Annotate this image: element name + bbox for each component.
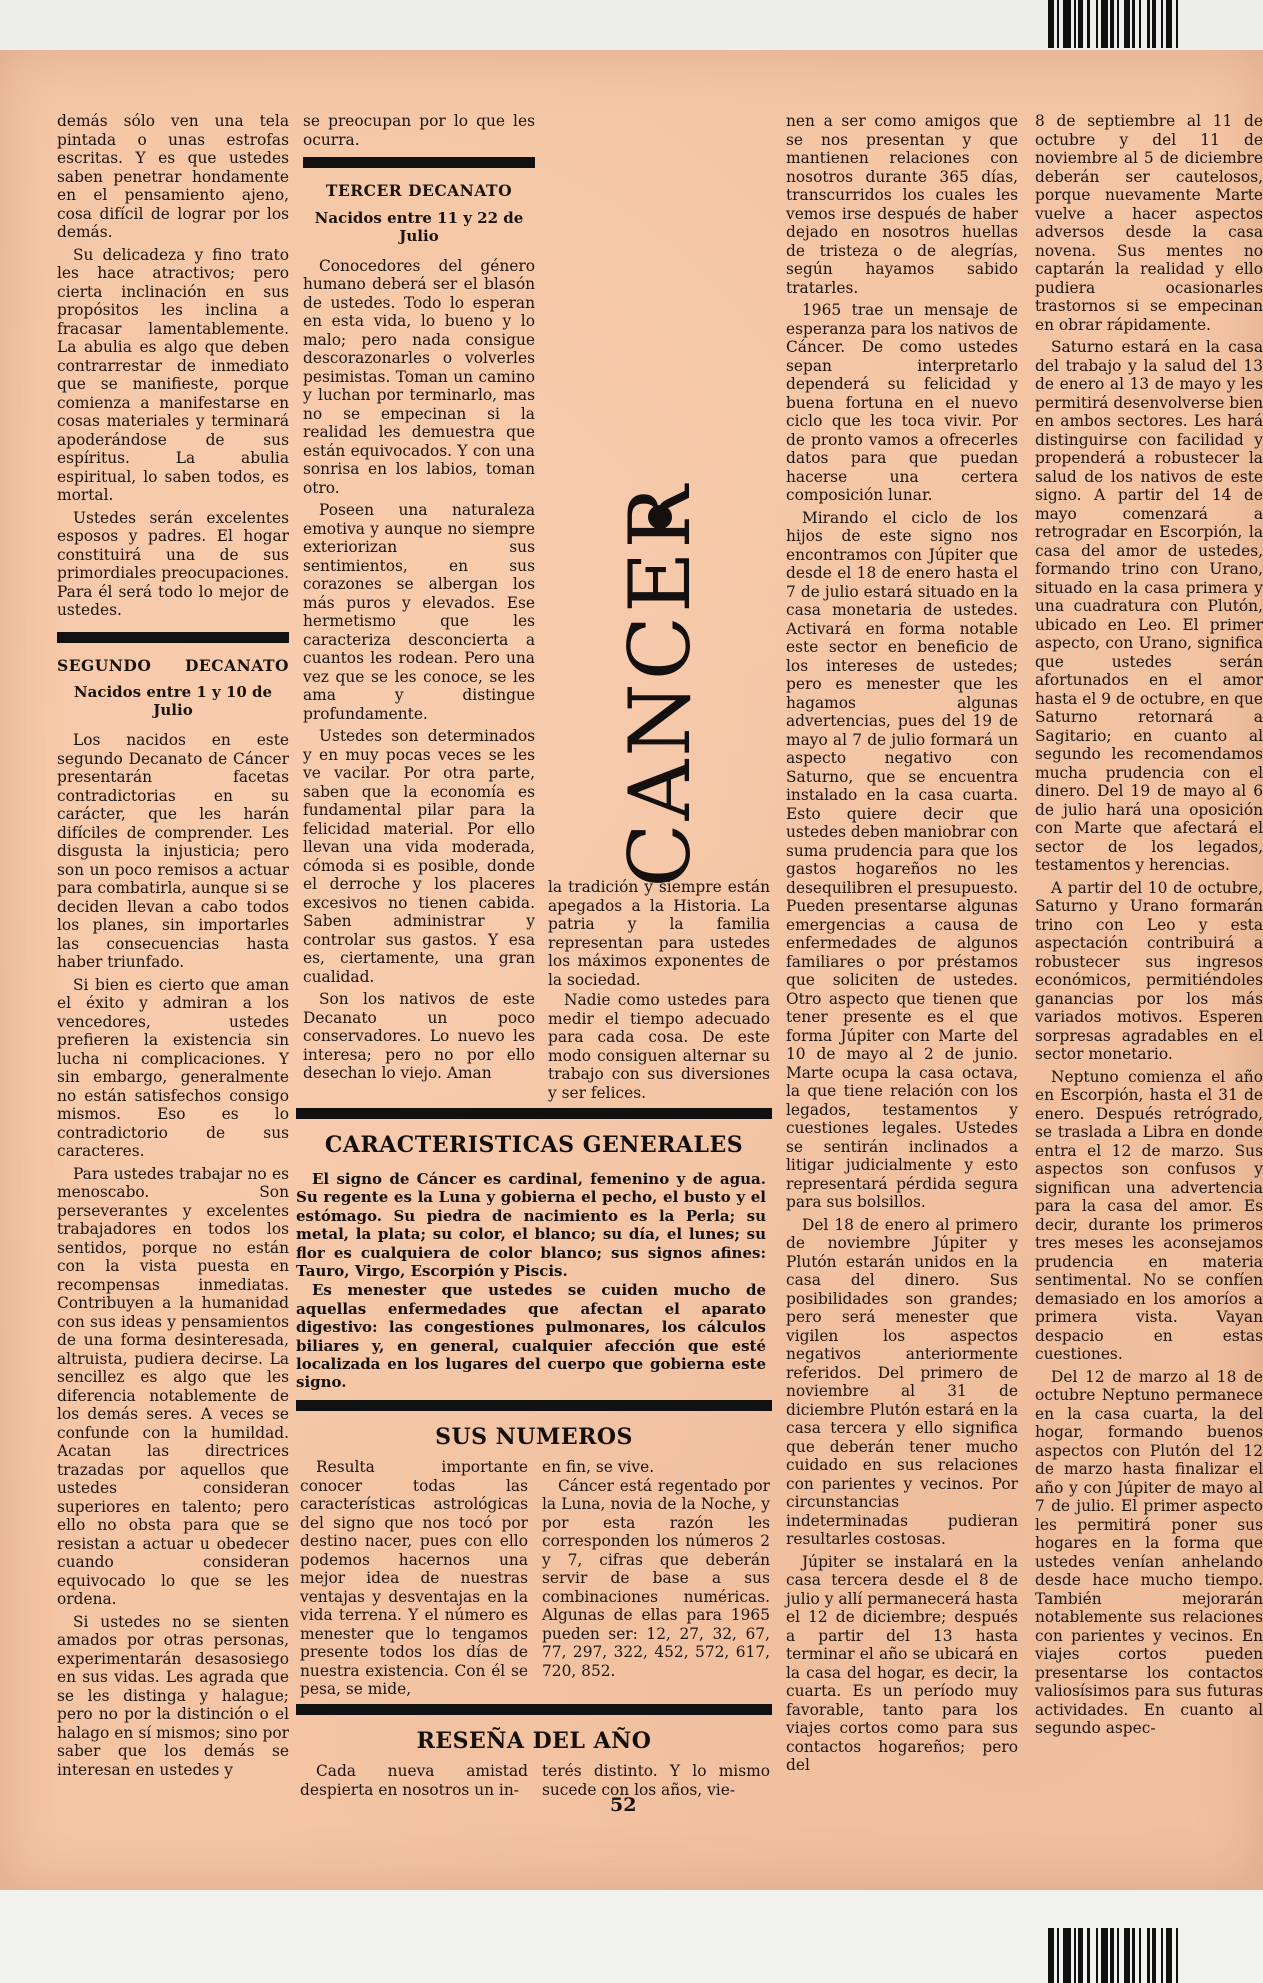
section-rule	[303, 157, 535, 168]
paragraph: El signo de Cáncer es cardinal, femenino y de agua. Su regente es la Luna y gobierna el pecho, el busto y el estómago. Su piedra de nacimiento es la Perla; su metal, la plata; su color, el blanco; su día, el lunes; su flor es cualquiera de color blanco; sus signos afines: Tauro, Virgo, Escorpión y Piscis.	[296, 1170, 766, 1281]
section-rule	[296, 1400, 772, 1411]
paragraph: Mirando el ciclo de los hijos de este signo nos encontramos con Júpiter que desde el 18 de enero hasta el 7 de julio estará situado en la casa monetaria de ustedes. Activará en forma notable este sector en beneficio de los intereses de ustedes; pero es menester que les hagamos algunas advertencias, pues del 19 de mayo al 7 de julio formará un aspecto negativo con Saturno, que se encuentra instalado en la casa cuarta. Esto quiere decir que ustedes deben maniobrar con suma prudencia para que los gastos hogareños no les desequilibren el presupuesto. Pueden presentarse algunas emergencias a causa de enfermedades de algunos familiares o por préstamos que soliciten de ustedes. Otro aspecto que tienen que tener presente es el que forma Júpiter con Marte del 10 de mayo al 2 de junio. Marte ocupa la casa octava, la que tiene relación con los legados, testamentos y cuestiones legales. Ustedes se sentirán inclinados a litigar judicialmente y esto representará pérdida segura para sus bolsillos.	[786, 508, 1018, 1211]
barcode-stripe	[1063, 1928, 1071, 1983]
barcode-stripe	[1063, 0, 1071, 48]
section-heading-caracteristicas: CARACTERISTICAS GENERALES	[324, 1132, 744, 1158]
paragraph: Conocedores del género humano deberá ser el blasón de ustedes. Todo lo esperan en esta vida, lo bueno y lo malo; pero nada consigue descorazonarles o volverles pesimistas. Toman un camino y luchan por terminarlo, mas no se empecinan si la realidad les demuestra que están equivocados. Y con una sonrisa en los labios, toman otro.	[303, 256, 535, 497]
paragraph: Es menester que ustedes se cuiden mucho de aquellas enfermedades que afectan el aparato digestivo: las congestiones pulmonares, los cálculos biliares y, en general, cualquier afección que esté localizada en los lugares del cuerpo que gobierna este signo.	[296, 1281, 766, 1392]
paragraph: Neptuno comienza el año en Escorpión, hasta el 31 de enero. Después retrógrado, se traslada a Libra en donde entra el 12 de marzo. Sus aspectos son confusos y significan una advertencia para la casa del amor. Es decir, durante los primeros tres meses les aconsejamos prudencia en materia sentimental. No se confíen demasiado en los amoríos a primera vista. Vayan despacio en estas cuestiones.	[1035, 1067, 1263, 1363]
sign-title-text: CANCER	[611, 482, 709, 888]
paragraph: demás sólo ven una tela pintada o unas estrofas escritas. Y es que ustedes saben penetrar hondamente en el pensamiento ajeno, cosa difícil de lograr por los demás.	[57, 112, 289, 241]
paragraph: A partir del 10 de octubre, Saturno y Urano formarán trino con Leo y esta aspectación contribuirá a robustecer sus ingresos económicos, permitiéndoles ganancias por los más variados motivos. Esperen sorpresas agradables en el sector monetario.	[1035, 878, 1263, 1063]
heading-word: SEGUNDO	[57, 655, 152, 675]
paragraph: Del 18 de enero al primero de noviembre Júpiter y Plutón estarán unidos en la casa del dinero. Sus posibilidades son grandes; pero será menester que vigilen los aspectos negativos anteriormente referidos. Del primero de noviembre al 31 de diciembre Plutón estará en la casa tercera y ello significa que deberán tener mucho cuidado en sus relaciones con parientes y vecinos. Por circunstancias indeterminadas pudieran resultarles costosas.	[786, 1215, 1018, 1548]
paragraph: Cáncer está regentado por la Luna, novia de la Noche, y por esta razón les corresponden los números 2 y 7, cifras que deberán servir de base a sus combinaciones numéricas. Algunas de ellas para 1965 pueden ser: 12, 27, 32, 67, 77, 297, 322, 452, 572, 617, 720, 852.	[542, 1476, 770, 1680]
paragraph: Los nacidos en este segundo Decanato de Cáncer presentarán facetas contradictorias en su carácter, que les harán difíciles de comprender. Les disgusta la injusticia; pero son un poco remisos a actuar para combatirla, aunque si se deciden llevan a cabo todos los planes, sin importarles las consecuencias hasta haber triunfado.	[57, 731, 289, 971]
paragraph: Son los nativos de este Decanato un poco conservadores. Lo nuevo les interesa; pero no por ello desechan lo viejo. Aman	[303, 990, 535, 1082]
numeros-right	[542, 1458, 770, 1680]
paragraph: Ustedes serán excelentes esposos y padres. El hogar constituirá una de sus primordiales preocupaciones. Para él será todo lo mejor de ustedes.	[57, 508, 289, 619]
paragraph: Ustedes son determinados y en muy pocas veces se les ve vacilar. Por otra parte, saben que la economía es fundamental pilar para la felicidad material. Por ello llevan una vida moderada, cómoda si es posible, donde el derroche y los placeres excesivos no tienen cabida. Saben administrar y controlar sus gastos. Y esa es, ciertamente, una gran cualidad.	[303, 727, 535, 986]
column-2	[303, 112, 535, 1087]
paragraph: la tradición y siempre están apegados a la Historia. La patria y la familia representan para ustedes los máximos exponentes de la sociedad.	[548, 878, 770, 989]
paragraph: en fin, se vive.	[542, 1458, 655, 1476]
paragraph: Si bien es cierto que aman el éxito y admiran a los vencedores, ustedes prefieren la existencia sin lucha ni complicaciones. Y sin embargo, generalmente no están satisfechos consigo mismos. Eso es lo contradictorio de sus caracteres.	[57, 975, 289, 1160]
paragraph: se preocupan por lo que les ocurra.	[303, 112, 535, 149]
section-rule	[57, 632, 289, 643]
section-heading-segundo-decanato	[57, 657, 289, 676]
paragraph: Júpiter se instalará en la casa tercera desde el 8 de julio y allí permanecerá hasta el 12 de diciembre; después a partir del 13 hasta terminar el año se ubicará en la casa del hogar, es decir, la cuarta. Es un período muy favorable, tanto para los viajes cortos como para sus contactos hogareños; pero del	[786, 1552, 1018, 1774]
section-rule	[296, 1108, 772, 1119]
section-heading-tercer-decanato: TERCER DECANATO	[325, 181, 513, 200]
paragraph: Del 12 de marzo al 18 de octubre Neptuno permanece en la casa cuarta, la del hogar, formando buenos aspectos con Plutón del 12 de marzo hasta finalizar el año y con Júpiter de mayo al 7 de julio. El primer aspecto les permitirá poner sus hogares en la forma que ustedes venían anhelando desde hace mucho tiempo. También mejorarán notablemente sus relaciones con parientes y vecinos. En viajes cortos pueden presentarse los contactos valiosísimos para sus futuras actividades. En cuanto al segundo aspec-	[1035, 1367, 1263, 1737]
paragraph: Saturno estará en la casa del trabajo y la salud del 13 de enero al 13 de mayo y les permitirá desenvolverse bien en ambos sectores. Les hará distinguirse con facilidad y propenderá a robustecer la salud de los nativos de este signo. A partir del 14 de mayo comenzará a retrogradar en Escorpión, la casa del amor de ustedes, formando trino con Urano, situado en la casa primera y una cuadratura con Plutón, ubicado en Leo. El primer aspecto, con Urano, significa que ustedes serán afortunados en el amor hasta el 9 de octubre, en que Saturno retornará a Sagitario; en cuanto al segundo les recomendamos mucha prudencia con el dinero. Del 19 de mayo al 6 de julio hará una oposición con Marte que afectará el sector de los legados, testamentos y herencias.	[1035, 338, 1263, 874]
paragraph: Cada nueva amistad despierta en nosotros un in-	[300, 1762, 528, 1799]
paragraph: Nadie como ustedes para medir el tiempo adecuado para cada cosa. De este modo consiguen alternar su trabajo con sus diversiones y ser felices.	[548, 991, 770, 1102]
subheading: Nacidos entre 11 y 22 de Julio	[314, 208, 524, 245]
barcode-stripe	[1101, 1928, 1108, 1983]
barcode-stripe	[1178, 1928, 1181, 1983]
column-3	[548, 878, 770, 1104]
column-4	[786, 112, 1018, 1779]
paragraph: 8 de septiembre al 11 de octubre y del 11 de noviembre al 5 de diciembre deberán ser cautelosos, porque nuevamente Marte vuelve a hacer aspectos adversos desde la casa novena. Sus mentes no captarán la realidad y ello pudiera ocasionarles trastornos si se empecinan en obrar rápidamente.	[1035, 112, 1263, 334]
resena-right	[542, 1762, 770, 1799]
paragraph: Poseen una naturaleza emotiva y aunque no siempre exteriorizan sus sentimientos, en sus corazones se albergan los más puros y elevados. Ese hermetismo que les caracteriza desconcierta a cuantos les rodean. Pero una vez que se les conoce, se les ama y distingue profundamente.	[303, 501, 535, 723]
page-number: 52	[610, 1794, 637, 1816]
paragraph: nen a ser como amigos que se nos presentan y que mantienen relaciones con nosotros durante 365 días, transcurridos los cuales les vemos irse después de haber dejado en nosotros huellas de tristeza o de alegrías, según hayamos sabido tratarles.	[786, 112, 1018, 297]
resena-left	[300, 1762, 528, 1799]
paragraph: 1965 trae un mensaje de esperanza para los nativos de Cáncer. De como ustedes sepan interpretarlo dependerá su felicidad y buena fortuna en el nuevo ciclo que les toca vivir. Por de pronto vamos a ofrecerles datos para que puedan hacerse una certera composición lunar.	[786, 301, 1018, 504]
column-1	[57, 112, 289, 1783]
subheading: Nacidos entre 1 y 10 de Julio	[73, 683, 273, 719]
color-bar-bottom	[1048, 1928, 1263, 1983]
sign-title	[600, 482, 720, 888]
section-heading-numeros: SUS NUMEROS	[435, 1424, 633, 1450]
color-bar-top	[1048, 0, 1263, 48]
paragraph: Si ustedes no se sienten amados por otras personas, experimentarán desasosiego en sus vidas. Les agrada que se les distinga y halague; pero no por la distinción o el halago en sí mismos; sino por saber que los demás se interesan en ustedes y	[57, 1612, 289, 1779]
heading-word: DECANATO	[184, 655, 289, 675]
paragraph: Para ustedes trabajar no es menoscabo. Son perseverantes y excelentes trabajadores en todos los sentidos, porque no están con la vista puesta en recompensas inmediatas. Contribuyen a la humanidad con sus ideas y pensamientos de una forma desinteresada, altruista, pudiera decirse. La sencillez es algo que les diferencia notablemente de los demás seres. A veces se confunde con la humildad. Acatan las directrices trazadas por aquellos que ustedes consideran superiores en talento; pero ello no obsta para que se resistan a actuar u obedecer cuando consideran equivocado lo que se les ordena.	[57, 1164, 289, 1608]
paragraph: Su delicadeza y fino trato les hace atractivos; pero cierta inclinación en sus propósitos les inclina a fracasar lamentablemente. La abulia es algo que deben contrarrestar de inmediato que se manifieste, porque comienza a manifestarse en cosas materiales y terminará apoderándose de sus espíritus. La abulia espiritual, lo saben todos, es mortal.	[57, 245, 289, 504]
paragraph: terés distinto. Y lo mismo sucede con los años, vie-	[542, 1762, 770, 1799]
numeros-left	[300, 1458, 528, 1699]
column-5	[1035, 112, 1263, 1742]
paragraph: Resulta importante conocer todas las características astrológicas del signo que nos tocó por destino nacer, pues con ello podemos hacernos una mejor idea de nuestras ventajas y desventajas en la vida terrena. Y el número es menester que lo tengamos presente todos los días de nuestra existencia. Con él se pesa, se mide,	[300, 1458, 528, 1698]
section-rule	[296, 1704, 772, 1715]
general-characteristics	[296, 1170, 766, 1393]
barcode-stripe	[1178, 0, 1181, 48]
barcode-stripe	[1101, 0, 1108, 48]
section-heading-resena: RESEÑA DEL AÑO	[416, 1728, 652, 1754]
